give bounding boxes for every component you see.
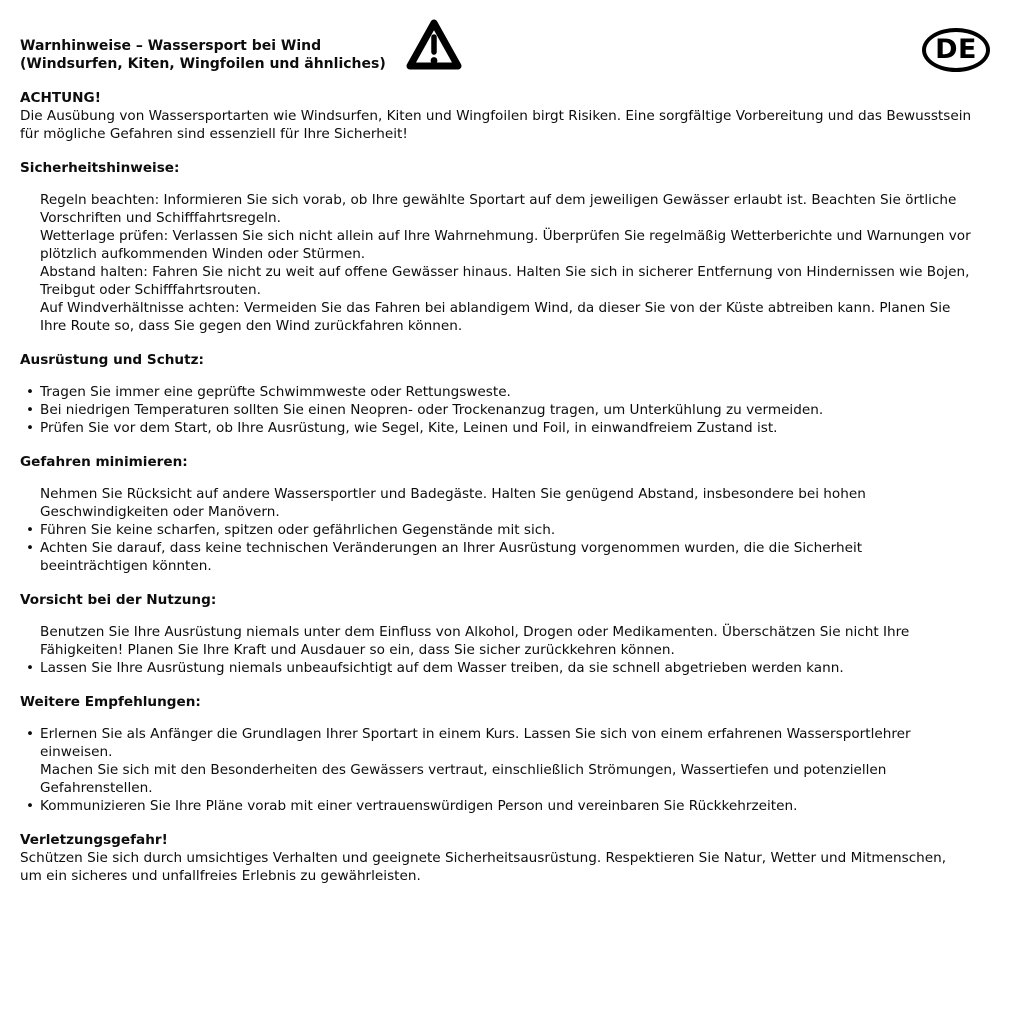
section-vorsicht	[20, 591, 972, 677]
section-empfehlungen	[20, 693, 972, 815]
list-item: • Kommunizieren Sie Ihre Pläne vorab mit einer vertrauenswürdigen Person und vereinbaren Sie Rückkehrzeiten.	[20, 797, 972, 815]
section-heading: Weitere Empfehlungen:	[20, 694, 201, 710]
section-body: Die Ausübung von Wassersportarten wie Windsurfen, Kiten und Wingfoilen birgt Risiken. Eine sorgfältige Vorbereitung und das Bewusstsein für mögliche Gefahren sind essenziell für Ihre Sicherheit!	[20, 108, 972, 142]
section-heading: Sicherheitshinweise:	[20, 160, 180, 176]
section-sicherheitshinweise	[20, 159, 972, 335]
section-gefahren	[20, 453, 972, 575]
document-header	[20, 34, 977, 73]
recommendation-list	[20, 725, 972, 815]
section-heading: Verletzungsgefahr!	[20, 832, 168, 848]
list-item: • Führen Sie keine scharfen, spitzen oder gefährlichen Gegenstände mit sich.	[20, 521, 972, 539]
section-achtung	[20, 89, 972, 143]
language-badge	[922, 28, 990, 72]
language-badge-label: DE	[935, 34, 977, 65]
list-item: • Achten Sie darauf, dass keine technischen Veränderungen an Ihrer Ausrüstung vorgenommen wurden, die die Sicherheit beeinträchtigen könnten.	[20, 539, 972, 575]
list-item: Nehmen Sie Rücksicht auf andere Wassersportler und Badegäste. Halten Sie genügend Abstand, insbesondere bei hohen Geschwindigkeiten oder Manövern.	[40, 486, 866, 520]
section-verletzungsgefahr	[20, 831, 972, 885]
section-ausruestung	[20, 351, 972, 437]
list-item: Regeln beachten: Informieren Sie sich vorab, ob Ihre gewählte Sportart auf dem jeweiligen Gewässer erlaubt ist. Beachten Sie örtliche Vorschriften und Schifffahrtsregeln.	[40, 192, 957, 226]
warning-triangle-icon	[404, 16, 464, 75]
list-item: • Bei niedrigen Temperaturen sollten Sie einen Neopren- oder Trockenanzug tragen, um Unterkühlung zu vermeiden.	[20, 401, 972, 419]
section-heading: Vorsicht bei der Nutzung:	[20, 592, 217, 608]
list-item: Wetterlage prüfen: Verlassen Sie sich nicht allein auf Ihre Wahrnehmung. Überprüfen Sie regelmäßig Wetterberichte und Warnungen vor plötzlich aufkommenden Winden oder Stürmen.	[40, 228, 971, 262]
caution-list	[20, 623, 972, 677]
section-heading: Gefahren minimieren:	[20, 454, 188, 470]
list-item: Machen Sie sich mit den Besonderheiten des Gewässers vertraut, einschließlich Strömungen, Wassertiefen und potenziellen Gefahrenstellen.	[40, 762, 887, 796]
list-item: • Erlernen Sie als Anfänger die Grundlagen Ihrer Sportart in einem Kurs. Lassen Sie sich von einem erfahrenen Wassersportlehrer einweisen.	[20, 725, 972, 761]
section-body: Schützen Sie sich durch umsichtiges Verhalten und geeignete Sicherheitsausrüstung. Respektieren Sie Natur, Wetter und Mitmenschen, um ein sicheres und unfallfreies Erlebnis zu gewährleisten.	[20, 850, 947, 884]
list-item: • Lassen Sie Ihre Ausrüstung niemals unbeaufsichtigt auf dem Wasser treiben, da sie schnell abgetrieben werden kann.	[20, 659, 972, 677]
section-heading: ACHTUNG!	[20, 90, 101, 106]
list-item: Auf Windverhältnisse achten: Vermeiden Sie das Fahren bei ablandigem Wind, da dieser Sie von der Küste abtreiben kann. Planen Sie Ihre Route so, dass Sie gegen den Wind zurückfahren können.	[40, 300, 951, 334]
risk-list	[20, 485, 972, 575]
list-item: • Tragen Sie immer eine geprüfte Schwimmweste oder Rettungsweste.	[20, 383, 972, 401]
list-item: Abstand halten: Fahren Sie nicht zu weit auf offene Gewässer hinaus. Halten Sie sich in sicherer Entfernung von Hindernissen wie Bojen, Treibgut oder Schifffahrtsrouten.	[40, 264, 970, 298]
list-item: Benutzen Sie Ihre Ausrüstung niemals unter dem Einfluss von Alkohol, Drogen oder Medikamenten. Überschätzen Sie nicht Ihre Fähigkeiten! Planen Sie Ihre Kraft und Ausdauer so ein, dass Sie sicher zurückkehren können.	[40, 624, 910, 658]
page-title	[20, 37, 400, 73]
page-title-line1: Warnhinweise – Wassersport bei Wind	[20, 38, 322, 54]
section-heading: Ausrüstung und Schutz:	[20, 352, 204, 368]
safety-list	[20, 191, 972, 335]
equipment-list	[20, 383, 972, 437]
list-item: • Prüfen Sie vor dem Start, ob Ihre Ausrüstung, wie Segel, Kite, Leinen und Foil, in einwandfreiem Zustand ist.	[20, 419, 972, 437]
page-title-line2: (Windsurfen, Kiten, Wingfoilen und ähnliches)	[20, 56, 386, 72]
